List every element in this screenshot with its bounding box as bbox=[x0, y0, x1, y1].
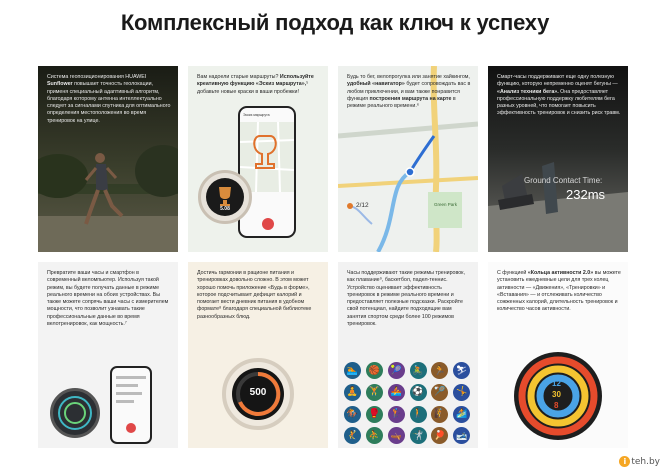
workout-mode-grid bbox=[344, 362, 472, 446]
card-bike-computer-text: Превратите ваши часы и смартфон в современный веломпьютер. Используя такой режим, вы будете получать данные в режиме реального времени на обоих устройствах. Вы также можете сопрячь ваши часы с измерителем мощности, что позволит узнавать такие профессиональные данные во время велотренировок, как мощность.⁷ bbox=[47, 270, 169, 328]
workout-mode-icon: 🏓 bbox=[431, 427, 448, 444]
ground-contact-label: Ground Contact Time: bbox=[524, 176, 603, 185]
workout-mode-icon: 🏸 bbox=[431, 384, 448, 401]
ground-contact-value: 232ms bbox=[566, 187, 606, 202]
card-activity-rings bbox=[488, 262, 628, 448]
workout-mode-icon: 🤸 bbox=[453, 384, 470, 401]
card-navigation-text: Будь то бег, велопрогулка или занятие хайкингом, удобный «навигатор» будет сопровождать вас в любом приключении, и вам также понравится функция построения маршрута на карте в режиме реального времени.⁶ bbox=[347, 74, 471, 110]
workout-mode-icon: 🧗 bbox=[431, 406, 448, 423]
workout-mode-icon: 🏄 bbox=[453, 406, 470, 423]
watch-mockup bbox=[198, 170, 252, 224]
workout-mode-icon: ⛷ bbox=[453, 362, 470, 379]
phone-mockup bbox=[238, 106, 296, 238]
site-logo[interactable] bbox=[619, 456, 660, 467]
card-activity-rings-text: С функцией «Кольца активности 2.0» вы можете установить ежедневные цели для трех колец активности — «Движения», «Тренировки» и «Вставания» — и отслеживать количество сожженных калорий, длительность тренировок и количество часов активности. bbox=[497, 270, 621, 313]
phone-mockup bbox=[110, 366, 152, 444]
card-gps bbox=[38, 66, 178, 252]
workout-mode-icon: 🤺 bbox=[410, 427, 427, 444]
card-nutrition bbox=[188, 262, 328, 448]
card-route-sketch-text: Вам надоели старые маршруты? Используйте креативную функцию «Эскиз маршрута»,⁵ добавьте новые краски в ваши пробежки! bbox=[197, 74, 314, 95]
workout-mode-icon: 🎾 bbox=[388, 362, 405, 379]
bike-gauge-icon bbox=[53, 391, 97, 435]
card-workout-modes-text: Часы поддерживают такие режимы тренировок, как плавание⁹, баскетбол, падел-теннис. Устройство оценивает эффективность тренировок в режиме реального времени и предоставляет полезные подсказки. Раскройте свой потенциал, найдите подходящие вам занятия спортом среди более 100 режимов тренировок. bbox=[347, 270, 465, 328]
watch-mockup bbox=[222, 358, 294, 430]
logo-text: teh.by bbox=[631, 457, 660, 467]
route-progress-label: 2/12 bbox=[356, 202, 369, 209]
ring-move-value: 12 bbox=[552, 379, 561, 388]
card-nutrition-text: Достичь гармонии в рационе питания и тренировках довольно сложно. В этом может хорошо помочь приложение «Будь в форме», которое подсчитывает дефицит калорий и помогает вести дневник питания в удобном формате⁸ благодаря специальной библиотеке разнообразных блюд. bbox=[197, 270, 312, 320]
page-title: Комплексный подход как ключ к успеху bbox=[120, 10, 550, 35]
route-map bbox=[240, 122, 294, 192]
workout-mode-icon: 🚶 bbox=[410, 406, 427, 423]
workout-mode-icon: 🏌 bbox=[388, 406, 405, 423]
phone-start-button[interactable] bbox=[262, 218, 274, 230]
card-running-analysis bbox=[488, 66, 628, 252]
bike-stats-chart bbox=[112, 368, 150, 442]
logo-mark: i bbox=[619, 456, 630, 467]
card-workout-modes bbox=[338, 262, 478, 448]
workout-mode-icon: 🏃 bbox=[431, 362, 448, 379]
workout-mode-icon: ⚽ bbox=[410, 384, 427, 401]
ring-stand-value: 8 bbox=[554, 401, 559, 410]
workout-mode-icon: 🏇 bbox=[344, 406, 361, 423]
watch-time: 5.08 bbox=[220, 206, 230, 212]
watch-mockup bbox=[50, 388, 100, 438]
workout-mode-icon: ⛹ bbox=[366, 427, 383, 444]
workout-mode-icon: 🏀 bbox=[366, 362, 383, 379]
workout-mode-icon: 🚴 bbox=[410, 362, 427, 379]
card-gps-text: Система геопозиционирования HUAWEI Sunflower повышает точность геолокации, применя специальный адаптивный алгоритм, благодаря которому антенна интеллектуально следует за сигналами спутника для оптимального определения местоположения во время тренировок на улице. bbox=[47, 74, 171, 124]
calorie-value: 500 bbox=[249, 387, 267, 398]
workout-mode-icon: 🚣 bbox=[388, 384, 405, 401]
workout-mode-icon: 🏊 bbox=[344, 362, 361, 379]
workout-mode-icon: 🎿 bbox=[453, 427, 470, 444]
card-running-analysis-text: Смарт-часы поддерживают еще одну полезную функцию, которую непременно оценят бегуны — «Анализ техники бега». Она предоставляет профессиональную поддержку любителям бега разных уровней, что помогает повысить эффективность тренировок и снизить риск травм. bbox=[497, 74, 621, 117]
phone-header: Эскиз маршрута bbox=[243, 113, 270, 117]
park-label: Green Park bbox=[434, 202, 458, 207]
card-bike-computer bbox=[38, 262, 178, 448]
workout-mode-icon: 🛶 bbox=[388, 427, 405, 444]
card-route-sketch bbox=[188, 66, 328, 252]
workout-mode-icon: 🧘 bbox=[344, 384, 361, 401]
workout-mode-icon: 🥊 bbox=[366, 406, 383, 423]
workout-mode-icon: 🤾 bbox=[344, 427, 361, 444]
ring-exercise-value: 30 bbox=[552, 390, 561, 399]
card-navigation bbox=[338, 66, 478, 252]
workout-mode-icon: 🏋 bbox=[366, 384, 383, 401]
